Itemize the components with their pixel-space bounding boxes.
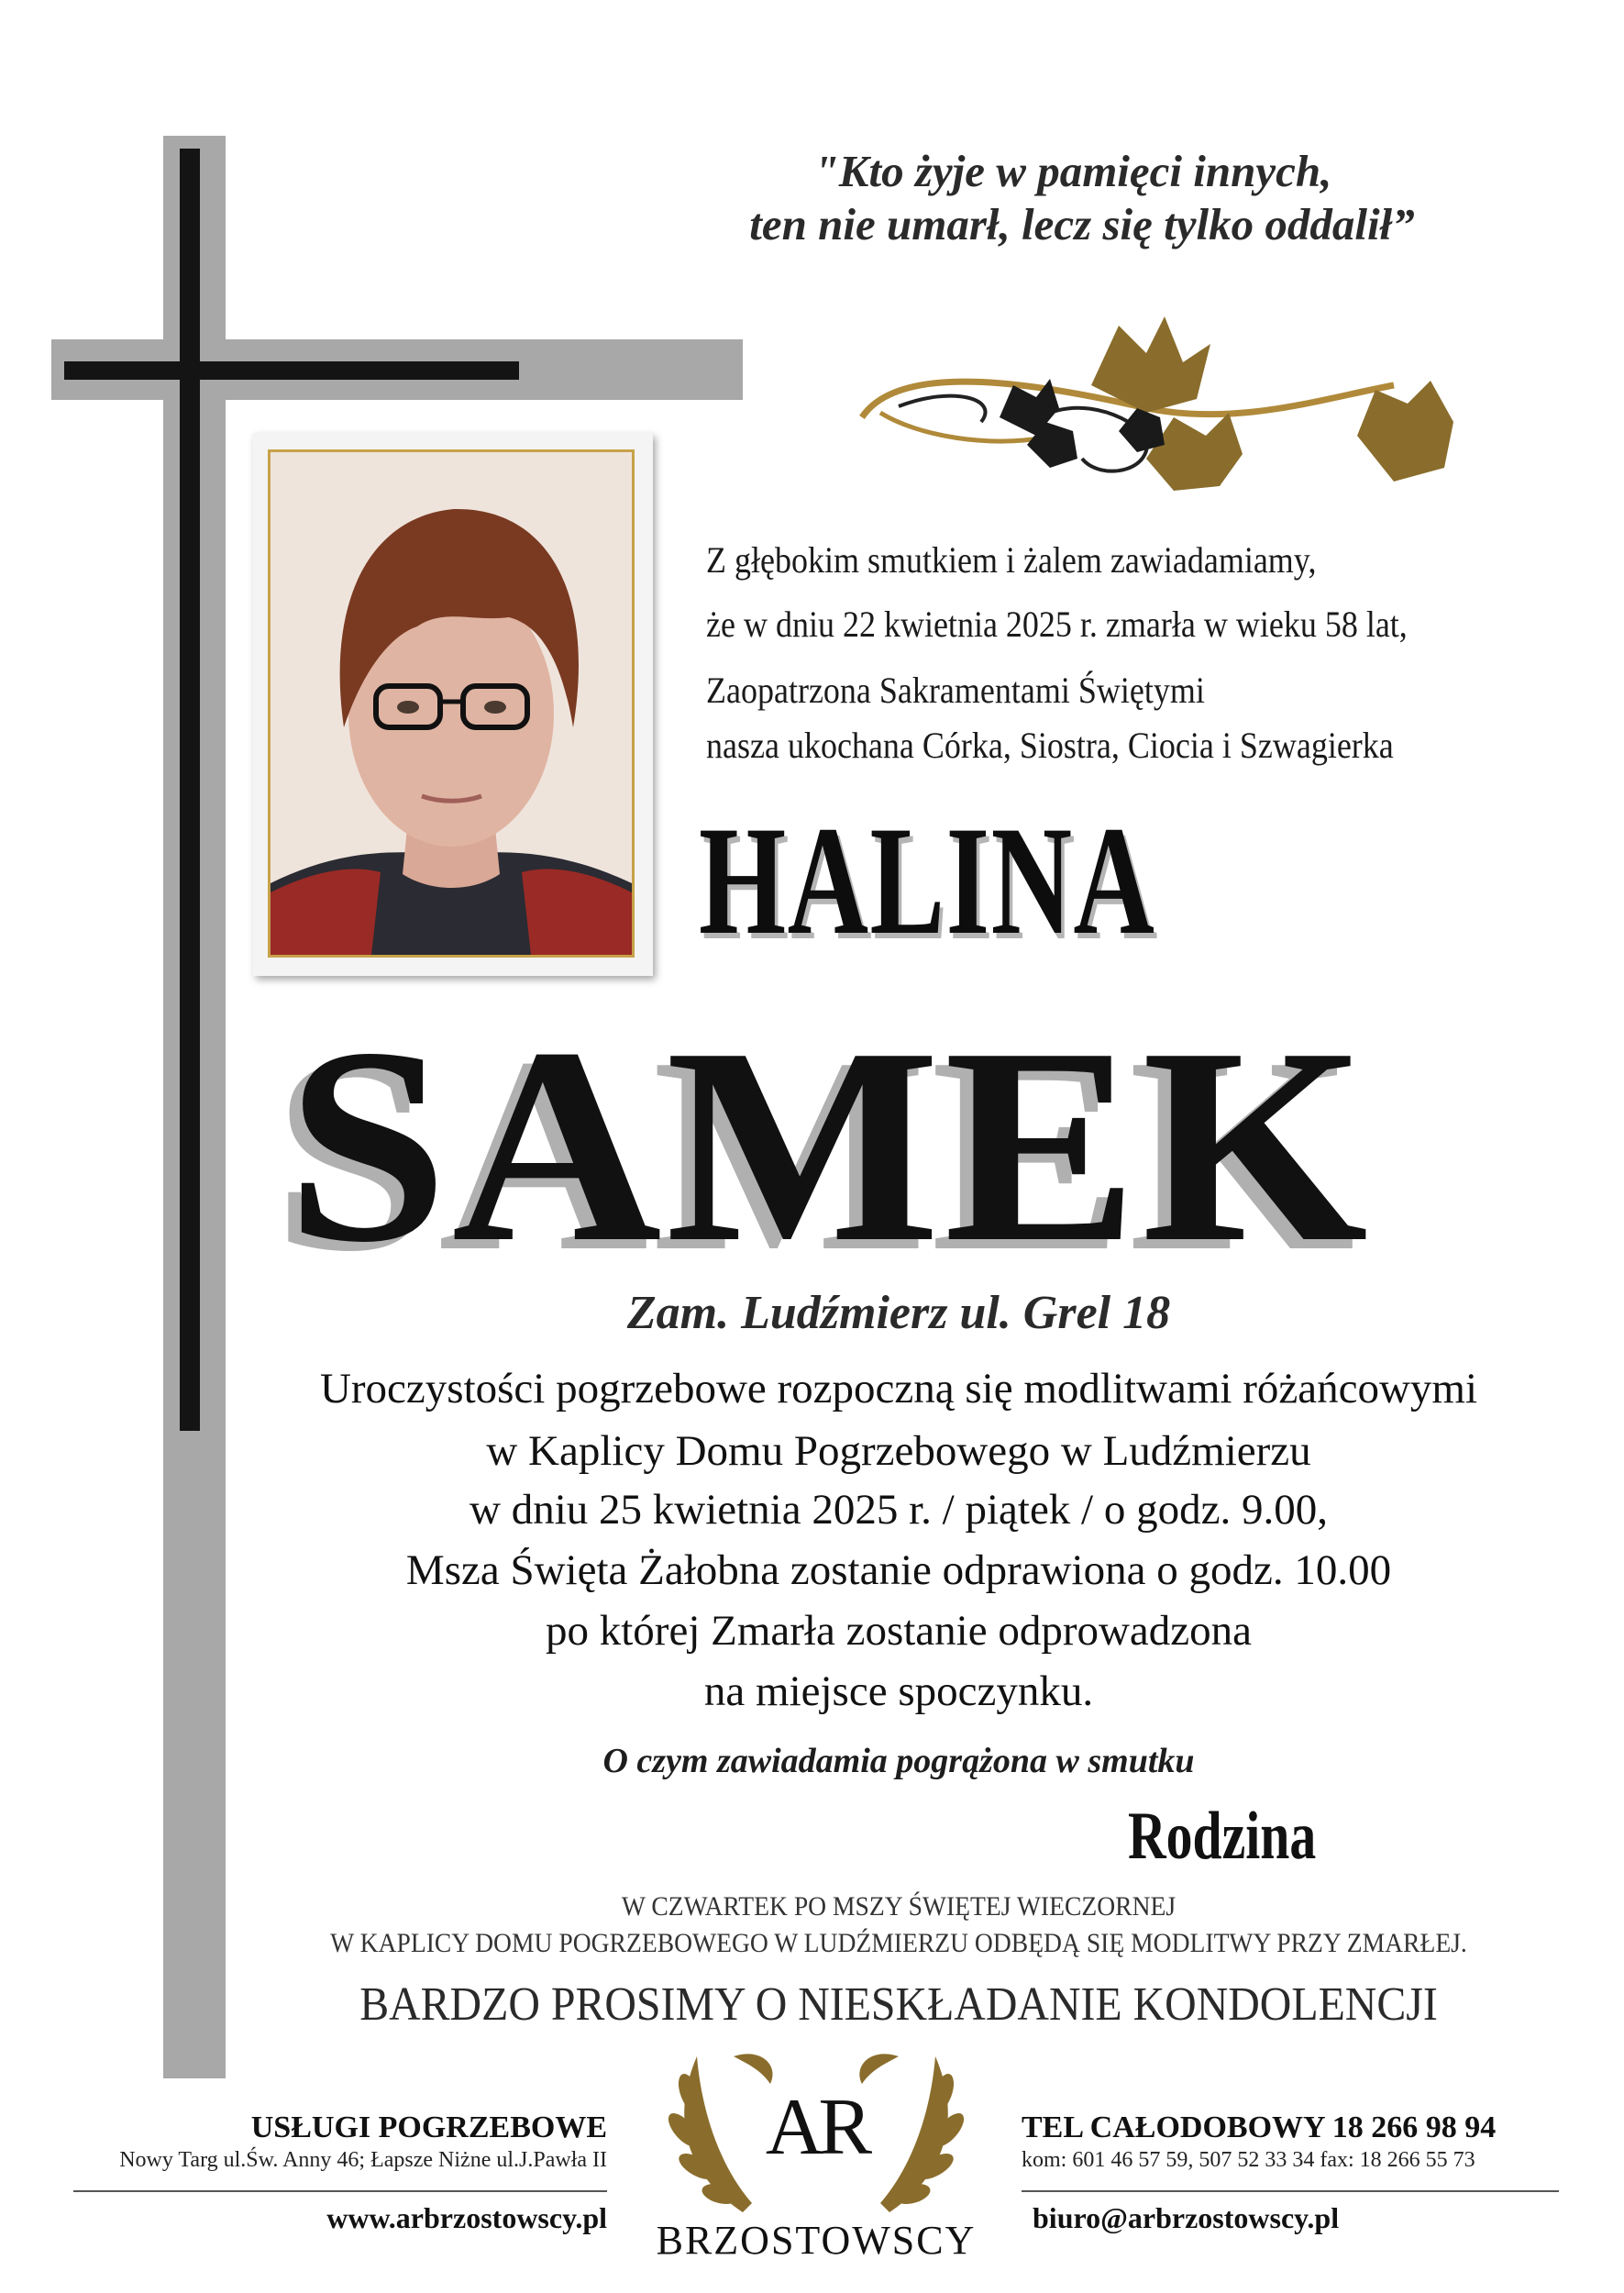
quote-line-1: "Kto żyje w pamięci innych,: [813, 146, 1332, 196]
deceased-address: Zam. Ludźmierz ul. Grel 18: [626, 1287, 1171, 1339]
leaf-ornament-icon: [844, 298, 1486, 509]
footer-divider-right: [1022, 2190, 1559, 2192]
ceremony-line-6: na miejsce spoczynku.: [703, 1667, 1094, 1715]
phone-contacts: kom: 601 46 57 59, 507 52 33 34 fax: 18 266 55 73: [1022, 2148, 1475, 2172]
deceased-surname: SAMEK: [286, 990, 1372, 1300]
ceremony-line-5: po której Zmarła zostanie odprowadzona: [546, 1607, 1252, 1655]
website-link[interactable]: www.arbrzostowscy.pl: [326, 2201, 607, 2234]
portrait-image: [271, 452, 632, 955]
cross-icon: [180, 149, 200, 1431]
intro-line-4: nasza ukochana Córka, Siostra, Ciocia i Szwagierka: [706, 725, 1394, 766]
funeral-services-title: USŁUGI POGRZEBOWE: [250, 2110, 607, 2144]
ceremony-line-4: Msza Święta Żałobna zostanie odprawiona o godz. 10.00: [405, 1546, 1392, 1594]
logo-monogram: AR: [765, 2083, 867, 2172]
funeral-services-address: Nowy Targ ul.Św. Anny 46; Łapsze Niżne ul.J.Pawła II: [119, 2148, 607, 2172]
phone-title: TEL CAŁODOBOWY 18 266 98 94: [1022, 2110, 1497, 2144]
quote-line-2: ten nie umarł, lecz się tylko oddalił”: [749, 199, 1415, 249]
prayer-note-line-2: W KAPLICY DOMU POGRZEBOWEGO W LUDŹMIERZU ODBĘDĄ SIĘ MODLITWY PRZY ZMARŁEJ.: [330, 1928, 1467, 1958]
ceremony-line-1: Uroczystości pogrzebowe rozpoczną się modlitwami różańcowymi: [319, 1365, 1478, 1412]
portrait-frame: [253, 433, 653, 976]
intro-line-1: Z głębokim smutkiem i żalem zawiadamiamy,: [706, 539, 1317, 581]
footer-divider-left: [73, 2190, 607, 2192]
family-signature: Rodzina: [1128, 1799, 1317, 1874]
condolence-request: BARDZO PROSIMY O NIESKŁADANIE KONDOLENCJI: [359, 1978, 1438, 2031]
intro-line-2: że w dniu 22 kwietnia 2025 r. zmarła w wieku 58 lat,: [706, 604, 1408, 645]
intro-line-3: Zaopatrzona Sakramentami Świętymi: [706, 670, 1205, 711]
prayer-note-line-1: W CZWARTEK PO MSZY ŚWIĘTEJ WIECZORNEJ: [621, 1891, 1177, 1922]
ceremony-line-2: w Kaplicy Domu Pogrzebowego w Ludźmierzu: [486, 1427, 1311, 1475]
closing-line: O czym zawiadamia pogrążona w smutku: [602, 1742, 1195, 1780]
portrait-photo: [268, 449, 635, 958]
cross-bar: [64, 361, 519, 380]
email-link[interactable]: biuro@arbrzostowscy.pl: [1033, 2201, 1340, 2234]
deceased-first-name: HALINA: [699, 794, 1156, 967]
ceremony-line-3: w dniu 25 kwietnia 2025 r. / piątek / o godz. 9.00,: [470, 1486, 1328, 1534]
logo-company-name: BRZOSTOWSCY: [656, 2218, 977, 2263]
company-logo: [633, 2038, 1000, 2286]
